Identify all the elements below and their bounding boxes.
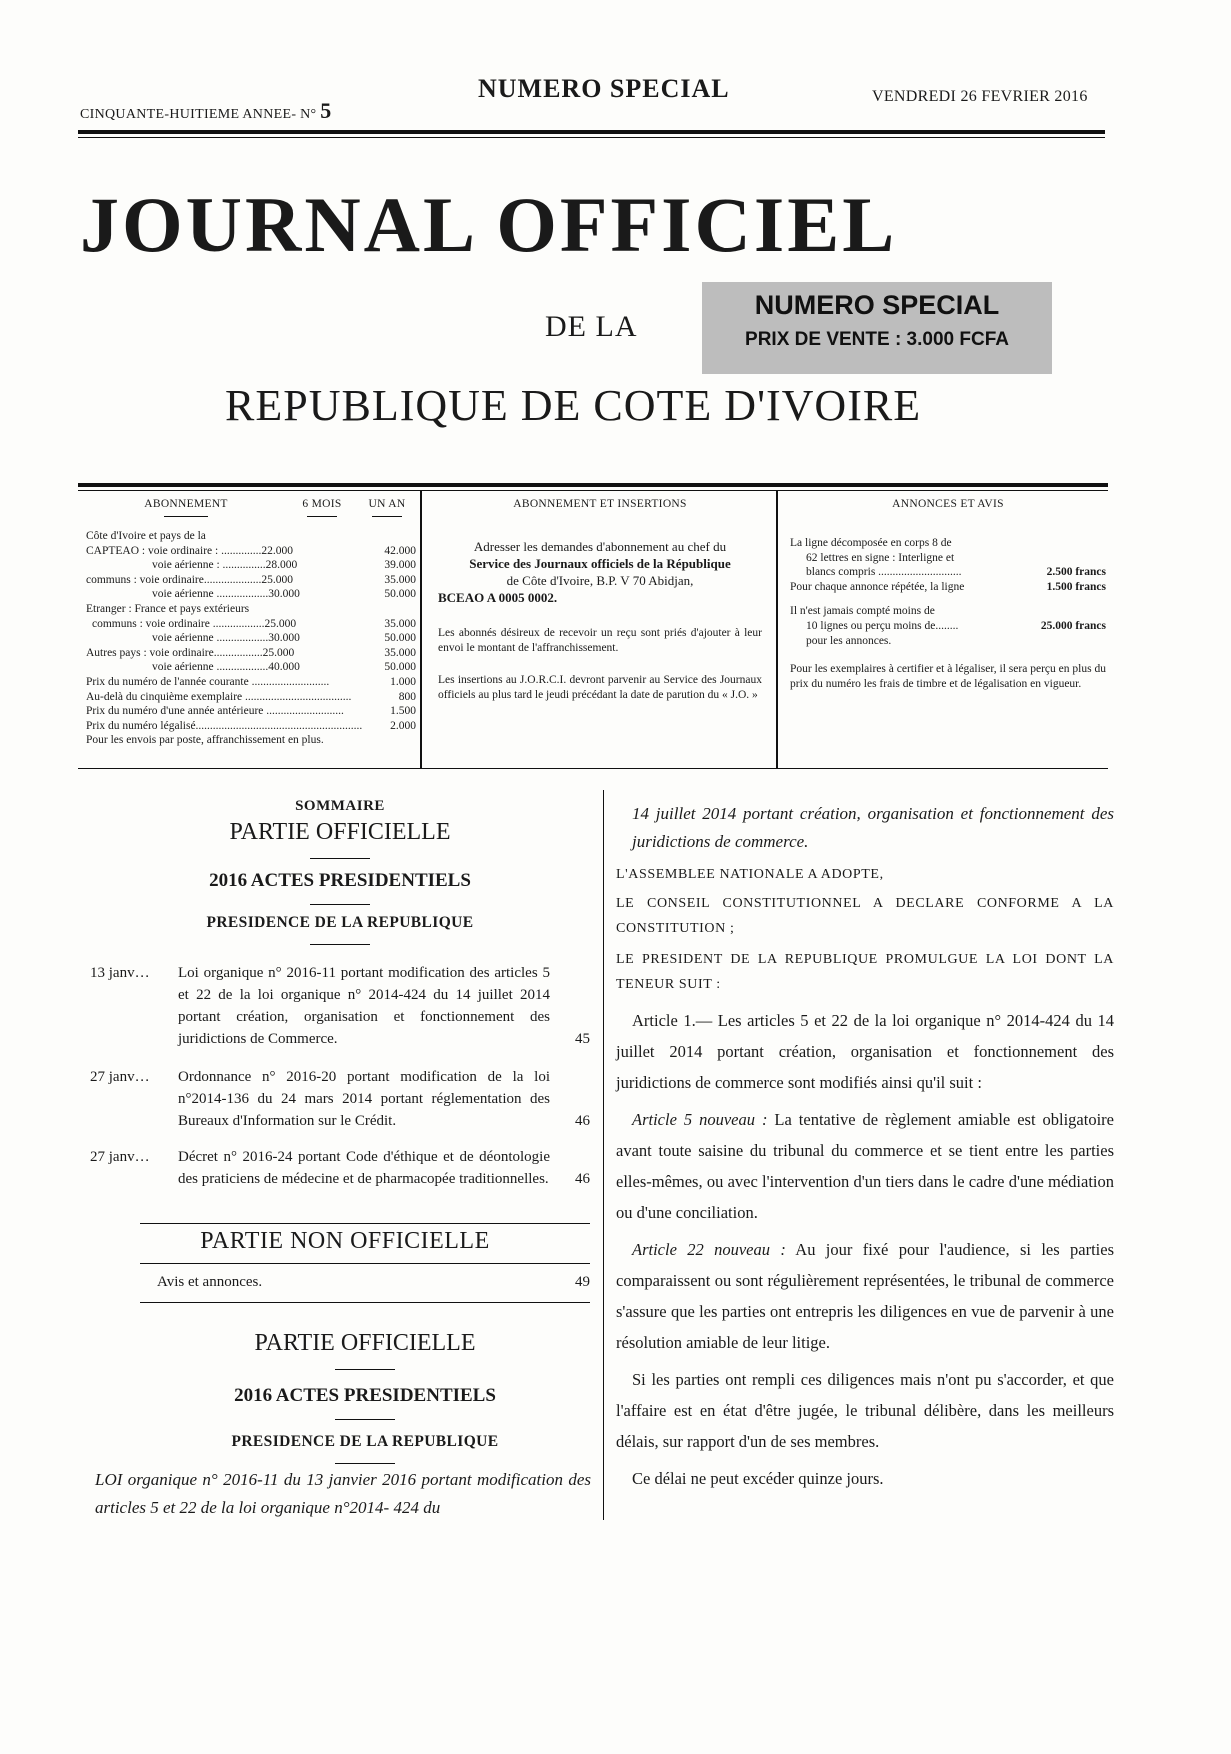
- insertions-address: Adresser les demandes d'abonnement au chef du Service des Journaux officiels de la République de Côte d'Ivoire, B.P. V 70 Abidjan, BCEAO A 0005 0002.: [438, 539, 731, 605]
- annonces-legalisation-note: Pour les exemplaires à certifier et à légaliser, il sera perçu en plus du prix du numéro les frais de timbre et de légalisation en vigueur.: [790, 663, 1106, 690]
- article-22-text: Au jour fixé pour l'audience, si les parties comparaissent ou sont régulièrement représentées, le tribunal de commerce s'assure que les parties ont entrepris les diligences en vue de parvenir à une résolution amiable de leur litige.: [616, 1240, 1114, 1352]
- un-an-header: UN AN: [368, 498, 406, 510]
- year-issue-label: CINQUANTE-HUITIEME ANNEE- N°: [80, 107, 317, 122]
- toc-text: Ordonnance n° 2016-20 portant modification de la loi n°2014-136 du 24 mars 2014 portant réglementation des Bureaux d'Information sur le Crédit.: [178, 1069, 550, 1129]
- body-partie-officielle: PARTIE OFFICIELLE: [254, 1330, 476, 1356]
- tarif-row: CAPTEAO : voie ordinaire : ..............22.000 42.000: [86, 544, 416, 557]
- assemblee-line: L'ASSEMBLEE NATIONALE A ADOPTE,: [616, 867, 884, 882]
- conseil-line: LE CONSEIL CONSTITUTIONNEL A DECLARE CONFORME A LA CONSTITUTION ;: [616, 896, 1114, 936]
- tarif-rows: [86, 529, 416, 748]
- top-rule-thin: [78, 137, 1105, 138]
- year-issue-line: [80, 98, 332, 124]
- sommaire-presidence: PRESIDENCE DE LA REPUBLIQUE: [206, 914, 474, 931]
- tarif-col-insertions: [438, 498, 762, 702]
- tarif-row: voie aérienne : ...............28.000 39.000: [152, 559, 416, 572]
- top-rule-thick: [78, 130, 1105, 134]
- toc-page: 46: [575, 1171, 590, 1187]
- tarif-divider-2: [776, 491, 778, 768]
- body-actes: 2016 ACTES PRESIDENTIELS: [234, 1385, 496, 1406]
- toc-page: 46: [575, 1113, 590, 1129]
- special-header: NUMERO SPECIAL: [478, 74, 730, 103]
- insertions-deadline-note: Les insertions au J.O.R.C.I. devront parvenir au Service des Journaux officiels au plus tard le jeudi précédant la date de parution du « J.O. »: [438, 674, 762, 701]
- toc-entry[interactable]: [90, 962, 590, 1050]
- annonces-header: ANNONCES ET AVIS: [892, 498, 1004, 510]
- de-la-text: DE LA: [545, 310, 638, 343]
- paragraph-diligences: Si les parties ont rempli ces diligences mais n'ont pu s'accorder, et que l'affaire est en état d'être jugée, le tribunal délibère, dans les meilleurs délais, sur rapport d'un de ses membres.: [616, 1370, 1114, 1451]
- toc-text: Décret n° 2016-24 portant Code d'éthique et de déontologie des praticiens de médecine et de pharmacopée traditionnelles.: [178, 1149, 550, 1187]
- annonces-rates: La ligne décomposée en corps 8 de 62 lettres en signe : Interligne et blancs compris ............................. 2.500 francs Pour chaque annonce répétée, la ligne 1.500 francs Il n'est jamais compté moins de 10 lignes ou perçu moins de........ 25.000 francs pour les annonces.: [790, 537, 1106, 647]
- article-1: Article 1.— Les articles 5 et 22 de la loi organique n° 2014-424 du 14 juillet 2014 portant création, organisation et fonctionnement des juridictions de commerce sont modifiés ainsi qu'il suit :: [616, 1011, 1114, 1092]
- stamp-special: NUMERO SPECIAL: [754, 290, 1000, 320]
- sommaire-section: [90, 798, 590, 1190]
- tarif-col-abonnement: [86, 498, 416, 748]
- non-officielle-rule-top: [140, 1223, 590, 1224]
- republic-title: REPUBLIQUE DE COTE D'IVOIRE: [225, 381, 922, 430]
- sommaire-partie-officielle: PARTIE OFFICIELLE: [229, 819, 451, 845]
- loi-title-part2: 14 juillet 2014 portant création, organisation et fonctionnement des juridictions de commerce.: [632, 804, 1114, 851]
- toc-page: 45: [575, 1031, 590, 1047]
- toc-date: 27 janv…: [90, 1069, 150, 1085]
- issue-date: VENDREDI 26 FEVRIER 2016: [872, 88, 1088, 105]
- tarif-divider-1: [420, 491, 422, 768]
- paragraph-delai: Ce délai ne peut excéder quinze jours.: [632, 1469, 884, 1488]
- tarif-rule-top: [78, 483, 1108, 487]
- issue-number: 5: [320, 98, 332, 123]
- tarif-rule-top-thin: [78, 490, 1108, 491]
- avis-page: 49: [575, 1274, 590, 1290]
- tarif-row: Au-delà du cinquième exemplaire ..................................... 800: [86, 690, 416, 703]
- toc-entry[interactable]: [90, 1066, 590, 1132]
- partie-non-officielle-heading: PARTIE NON OFFICIELLE: [200, 1228, 490, 1254]
- insertions-receipt-note: Les abonnés désireux de recevoir un reçu sont priés d'ajouter à leur envoi le montant de l'affranchissement.: [438, 627, 762, 654]
- six-mois-header: 6 MOIS: [302, 498, 342, 510]
- avis-rule: [140, 1302, 590, 1303]
- abonnement-header: ABONNEMENT: [144, 498, 228, 510]
- tarif-row: voie aérienne ..................40.000 50.000: [152, 661, 416, 674]
- tarif-row: Autres pays : voie ordinaire.................25.000 35.000: [86, 646, 416, 659]
- insertions-header: ABONNEMENT ET INSERTIONS: [513, 498, 687, 510]
- price-stamp: [702, 282, 1052, 374]
- body-heading-block: [140, 1330, 590, 1469]
- tarif-row: Etranger : France et pays extérieurs: [86, 602, 250, 615]
- toc-date: 13 janv…: [90, 965, 150, 981]
- body-presidence: PRESIDENCE DE LA REPUBLIQUE: [231, 1433, 499, 1450]
- article-5-text: La tentative de règlement amiable est obligatoire avant toute saisine du tribunal du commerce et se tient entre les parties elles-mêmes, ou avec l'intervention d'un tiers dans le cadre d'une médiation ou d'une conciliation.: [616, 1110, 1114, 1222]
- tarif-row: voie aérienne ..................30.000 50.000: [152, 588, 416, 601]
- sommaire-actes: 2016 ACTES PRESIDENTIELS: [209, 870, 471, 891]
- non-officielle-rule-bottom: [140, 1263, 590, 1264]
- tarif-row: communs : voie ordinaire....................25.000 35.000: [86, 573, 416, 586]
- tarif-row: voie aérienne ..................30.000 50.000: [152, 632, 416, 645]
- loi-title-part1: LOI organique n° 2016-11 du 13 janvier 2016 portant modification des articles 5 et 22 de la loi organique n°2014- 424 du: [95, 1470, 591, 1517]
- avis-label: Avis et annonces.: [157, 1274, 263, 1290]
- column-separator: [603, 790, 604, 1520]
- journal-title: JOURNAL OFFICIEL: [80, 181, 898, 268]
- tarif-row: Côte d'Ivoire et pays de la: [86, 530, 206, 542]
- article-22: [616, 1234, 1114, 1358]
- body-right-column: [616, 800, 1114, 1494]
- stamp-price: PRIX DE VENTE : 3.000 FCFA: [745, 329, 1009, 350]
- article-5-label: Article 5 nouveau :: [632, 1110, 768, 1129]
- tarif-col-annonces: [790, 498, 1106, 691]
- tarif-row: Pour les envois par poste, affranchissement en plus.: [86, 734, 324, 747]
- president-line: LE PRESIDENT DE LA REPUBLIQUE PROMULGUE LA LOI DONT LA TENEUR SUIT :: [616, 952, 1114, 992]
- avis-entry[interactable]: [157, 1274, 590, 1291]
- tarif-row: Prix du numéro de l'année courante ........................... 1.000: [86, 675, 416, 688]
- tarif-row: communs : voie ordinaire ..................25.000 35.000: [92, 617, 416, 630]
- tarif-row: Prix du numéro légalisé.......................................................... 2.000: [86, 719, 416, 732]
- toc-text: Loi organique n° 2016-11 portant modification des articles 5 et 22 de la loi organique n° 2014-424 du 14 juillet 2014 portant création, organisation et fonctionnement des juridictions de Commerce.: [178, 965, 550, 1047]
- toc-date: 27 janv…: [90, 1149, 150, 1165]
- article-22-label: Article 22 nouveau :: [632, 1240, 786, 1259]
- toc-entry[interactable]: [90, 1146, 590, 1190]
- tarif-row: Prix du numéro d'une année antérieure ........................... 1.500: [86, 705, 416, 718]
- article-5: [616, 1104, 1114, 1228]
- sommaire-heading: SOMMAIRE: [295, 798, 385, 814]
- tarif-rule-bottom: [78, 768, 1108, 769]
